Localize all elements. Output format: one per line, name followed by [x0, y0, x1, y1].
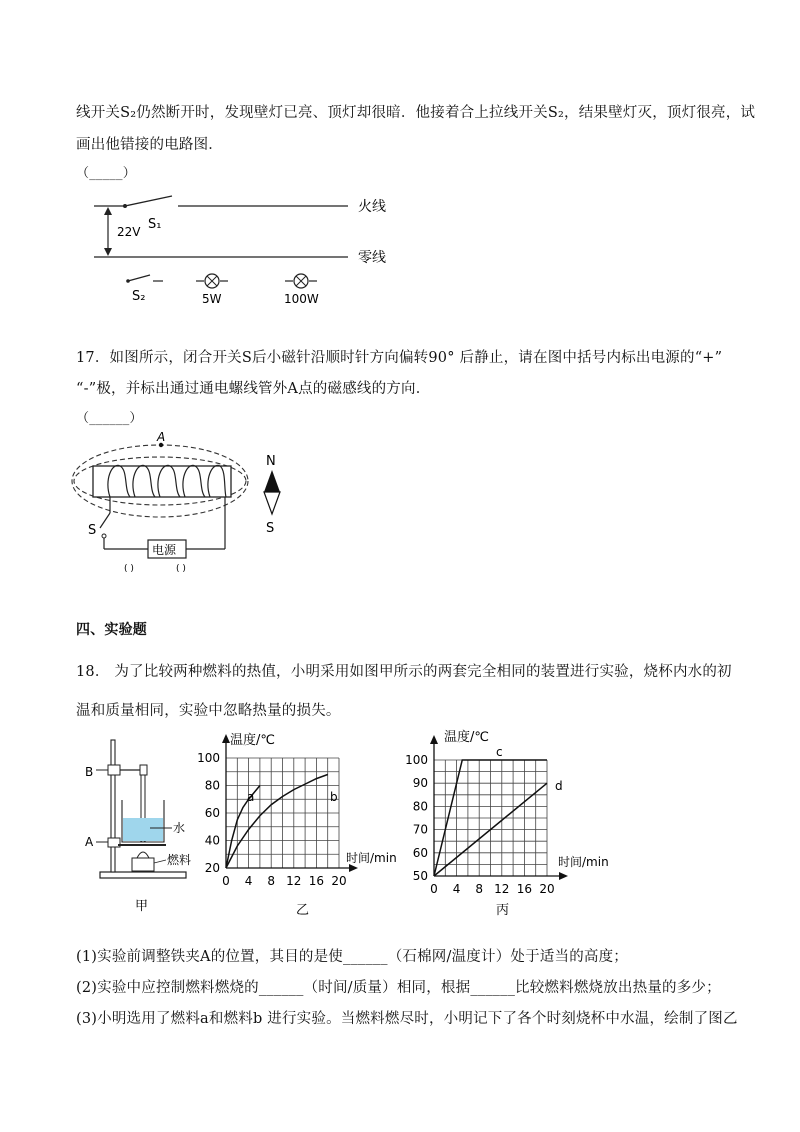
chart-bing-y-arrow [430, 735, 438, 744]
q16-text-line1: 线开关S₂仍然断开时，发现壁灯已亮、顶灯却很暗．他接着合上拉线开关S₂，结果壁灯灭，顶灯很亮，试 [76, 105, 756, 121]
chart-yi-y-tick: 20 [204, 861, 220, 875]
chart-bing-caption: 丙 [496, 903, 510, 918]
chart-bing-xlabel: 时间/min [558, 855, 609, 869]
chart-bing-x-tick: 8 [475, 882, 484, 896]
chart-yi-y-tick: 80 [204, 778, 220, 793]
q17-text-line2: “-”极，并标出通过通电螺线管外A点的磁感线的方向． [76, 381, 431, 397]
q18-sub3: (3)小明选用了燃料a和燃料b 进行实验。当燃料燃尽时，小明记下了各个时刻烧杯中水温，绘制了图乙 [76, 1011, 738, 1027]
chart-yi-x-tick: 16 [308, 874, 325, 888]
chart-bing-grid [434, 760, 547, 876]
point-a-label: A [157, 430, 166, 444]
q18-text-line1: 18． 为了比较两种燃料的热值，小明采用如图甲所示的两套完全相同的装置进行实验，烧杯内水的初 [76, 664, 732, 680]
s2-label: S₂ [132, 289, 146, 304]
chart-bing-y-tick: 50 [412, 869, 428, 883]
live-wire-label: 火线 [358, 199, 386, 215]
lamp-5w-label: 5W [202, 292, 222, 306]
chart-bing-x-tick: 20 [539, 882, 555, 896]
q18-sub1: (1)实验前调整铁夹A的位置，其目的是使______（石棉网/温度计）处于适当的高度； [76, 949, 628, 965]
q18-sub2: (2)实验中应控制燃料燃烧的______（时间/质量）相同，根据______比较燃料燃烧放出热量的多少； [76, 980, 721, 996]
neutral-wire-label: 零线 [358, 250, 386, 266]
chart-yi-series-b-label: b [330, 790, 338, 804]
chart-yi-ylabel: 温度/℃ [230, 733, 275, 748]
chart-bing-x-tick: 16 [516, 882, 533, 896]
chart-yi-x-tick: 12 [286, 874, 302, 888]
s1-label: S₁ [148, 217, 162, 232]
chart-bing-x-arrow [559, 872, 568, 880]
chart-yi-y-tick: 100 [197, 751, 220, 765]
chart-bing-y-tick: 70 [412, 822, 428, 837]
q18-text-line2: 温和质量相同，实验中忽略热量的损失。 [76, 703, 341, 719]
power-supply-label: 电源 [152, 543, 177, 557]
section-heading: 四、实验题 [76, 622, 147, 638]
switch-s-label: S [88, 523, 97, 538]
chart-yi-x-tick: 4 [244, 874, 253, 888]
chart-bing-y-tick: 90 [412, 776, 428, 791]
q17-text-line1: 17．如图所示，闭合开关S后小磁针沿顺时针方向偏转90° 后静止，请在图中括号内标出电源的“+” [76, 350, 723, 366]
chart-yi-x-tick: 20 [331, 874, 347, 888]
chart-yi-y-tick: 60 [204, 806, 220, 820]
chart-bing-ylabel: 温度/℃ [444, 730, 489, 745]
water-label: 水 [173, 821, 186, 835]
fig-jia-caption: 甲 [135, 899, 149, 914]
chart-yi-caption: 乙 [296, 903, 310, 918]
chart-bing-x-tick: 12 [494, 882, 510, 896]
q16-text-line2: 画出他错接的电路图． [76, 137, 223, 153]
chart-bing-y-tick: 60 [412, 845, 428, 860]
chart-bing-y-tick: 100 [405, 753, 428, 767]
voltage-label: 22V [117, 225, 141, 239]
chart-yi-xlabel: 时间/min [346, 851, 397, 865]
pole-bracket-right: ( ) [176, 564, 186, 574]
clamp-a-label: A [85, 835, 94, 849]
compass-south-label: S [266, 521, 275, 536]
chart-bing-series-c-label: c [496, 745, 503, 759]
chart-yi-x-tick: 8 [267, 874, 276, 888]
clamp-b-label: B [85, 765, 94, 779]
chart-yi-y-tick: 40 [204, 833, 220, 848]
q17-answer-blank: （______） [76, 411, 143, 426]
lamp-100w-label: 100W [284, 292, 319, 306]
chart-bing-series-d-label: d [555, 779, 563, 793]
chart-yi-x-tick: 0 [222, 874, 230, 888]
chart-bing-x-tick: 4 [452, 882, 461, 896]
q16-answer-blank: （_____） [76, 166, 136, 181]
fuel-label: 燃料 [167, 853, 192, 867]
pole-bracket-left: ( ) [124, 564, 134, 574]
chart-bing-x-tick: 0 [430, 882, 438, 896]
compass-north-label: N [266, 454, 276, 469]
chart-yi-series-a-label: a [247, 790, 255, 804]
chart-bing-y-tick: 80 [412, 799, 428, 814]
